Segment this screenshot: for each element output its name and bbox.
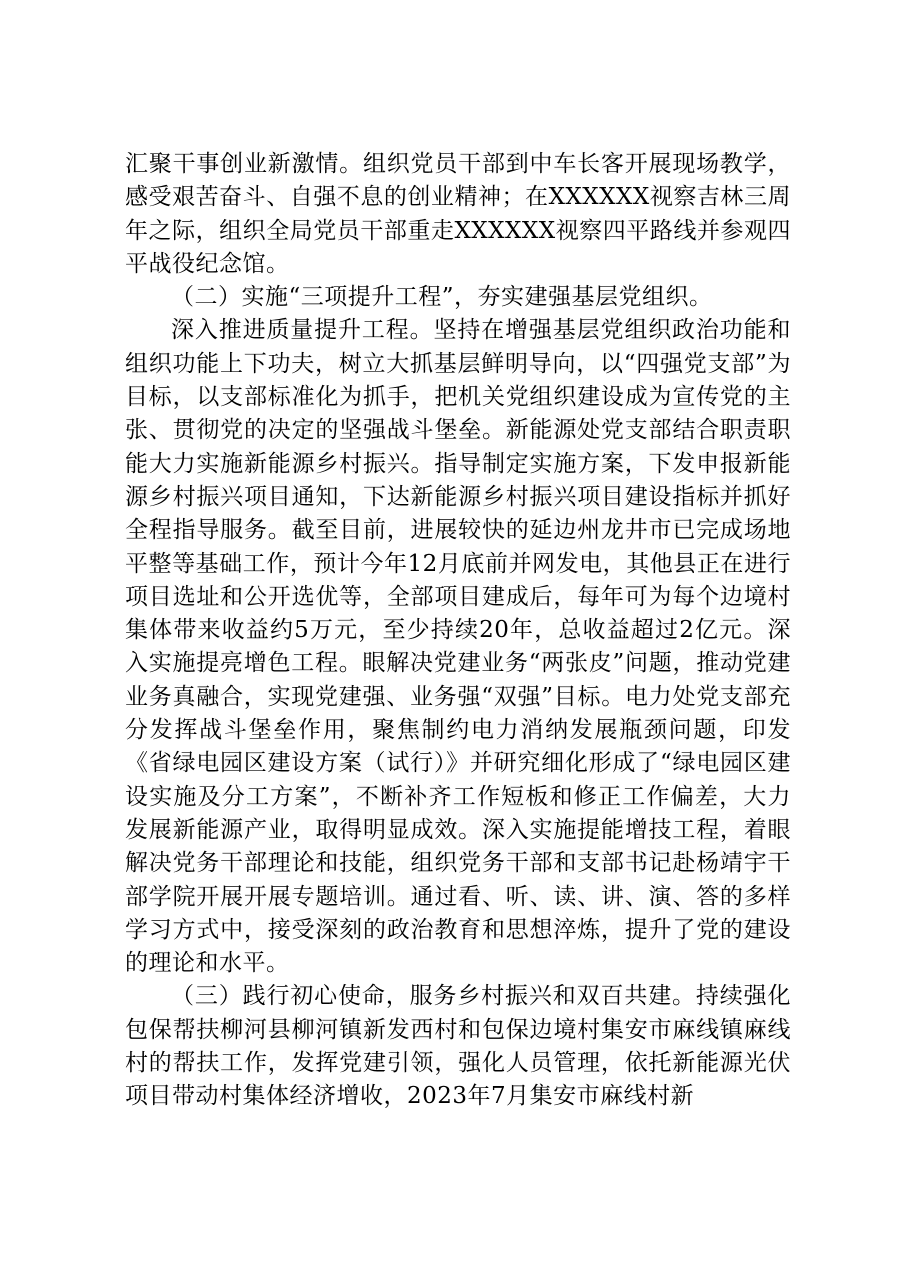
paragraph-quality-improvement: 深入推进质量提升工程。坚持在增强基层党组织政治功能和组织功能上下功夫，树立大抓基层鲜明导向，以“四强党支部”为目标，以支部标准化为抓手，把机关党组织建设成为宣传党的主张、贯彻党的决定的坚强战斗堡垒。新能源处党支部结合职责职能大力实施新能源乡村振兴。指导制定实施方案，下发申报新能源乡村振兴项目通知，下达新能源乡村振兴项目建设指标并抓好全程指导服务。截至目前，进展较快的延边州龙井市已完成场地平整等基础工作，预计今年12月底前并网发电，其他县正在进行项目选址和公开选优等，全部项目建成后，每年可为每个边境村集体带来收益约5万元，至少持续20年，总收益超过2亿元。深入实施提亮增色工程。眼解决党建业务“两张皮”问题，推动党建业务真融合，实现党建强、业务强“双强”目标。电力处党支部充分发挥战斗堡垒作用，聚焦制约电力消纳发展瓶颈问题，印发《省绿电园区建设方案（试行）》并研究细化形成了“绿电园区建设实施及分工方案”，不断补齐工作短板和修正工作偏差，大力发展新能源产业，取得明显成效。深入实施提能增技工程，着眼解决党务干部理论和技能，组织党务干部和支部书记赴杨靖宇干部学院开展开展专题培训。通过看、听、读、讲、演、答的多样学习方式中，接受深刻的政治教育和思想淬炼，提升了党的建设的理论和水平。 xyxy=(125,317,791,977)
section-heading-3-paragraph: （三）践行初心使命，服务乡村振兴和双百共建。持续强化包保帮扶柳河县柳河镇新发西村和包保边境村集安市麻线镇麻线村的帮扶工作，发挥党建引领，强化人员管理，依托新能源光伏项目带动村集体经济增收，2023年7月集安市麻线村新 xyxy=(125,983,791,1110)
document-body xyxy=(125,148,791,1114)
section-heading-2: （二）实施“三项提升工程”，夯实建强基层党组织。 xyxy=(171,284,713,311)
paragraph-continuation: 汇聚干事创业新激情。组织党员干部到中车长客开展现场教学，感受艰苦奋斗、自强不息的创业精神；在XXXXXX视察吉林三周年之际，组织全局党员干部重走XXXXXX视察四平路线并参观四平战役纪念馆。 xyxy=(125,151,791,277)
